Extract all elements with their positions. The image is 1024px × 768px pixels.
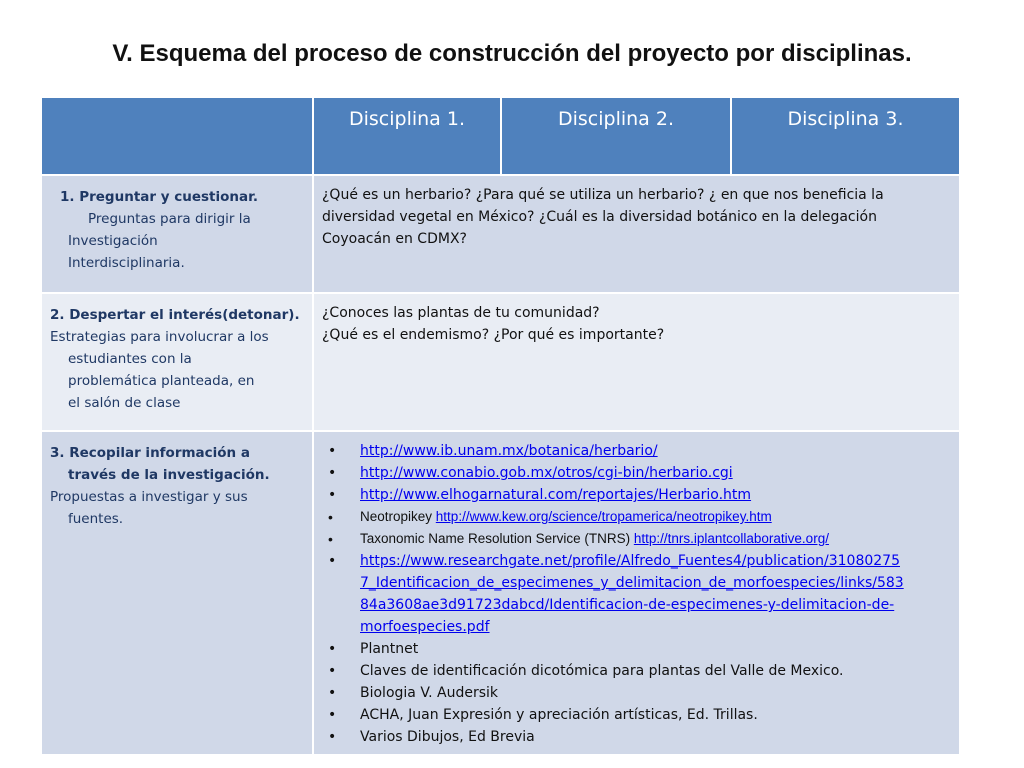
resource-text: Plantnet (360, 641, 419, 657)
row-description-line: el salón de clase (68, 395, 181, 411)
list-item (322, 660, 951, 682)
resource-text: Varios Dibujos, Ed Brevia (360, 729, 535, 745)
content-line: ¿Qué es un herbario? ¿Para qué se utiliza un herbario? ¿ en que nos beneficia la (322, 187, 884, 203)
header-empty-cell (41, 97, 313, 175)
table-row (41, 175, 960, 293)
resource-link[interactable]: http://www.elhogarnatural.com/reportajes/Herbario.htm (360, 487, 752, 503)
list-item (322, 726, 951, 748)
row-label-cell (41, 293, 313, 431)
header-disciplina-2: Disciplina 2. (501, 97, 731, 175)
list-item (322, 440, 951, 462)
content-line: ¿Conoces las plantas de tu comunidad? (322, 305, 600, 321)
row-content-cell (313, 293, 960, 431)
list-item (322, 484, 951, 506)
list-item (322, 528, 951, 550)
list-item (322, 682, 951, 704)
row-description-line: estudiantes con la (68, 351, 192, 367)
resource-link[interactable]: https://www.researchgate.net/profile/Alfredo_Fuentes4/publication/31080275 (360, 553, 900, 569)
resource-link[interactable]: http://www.conabio.gob.mx/otros/cgi-bin/herbario.cgi (360, 465, 733, 481)
resource-text: Neotropikey (360, 509, 436, 524)
page-title: V. Esquema del proceso de construcción del proyecto por disciplinas. (112, 40, 912, 67)
row-heading: 1. Preguntar y cuestionar. (60, 189, 258, 205)
header-disciplina-1: Disciplina 1. (313, 97, 501, 175)
resource-link[interactable]: http://www.kew.org/science/tropamerica/neotropikey.htm (435, 509, 772, 524)
resource-text: Biologia V. Audersik (360, 685, 498, 701)
row-heading: través de la investigación. (68, 467, 270, 483)
row-heading: 3. Recopilar información a (50, 445, 250, 461)
resource-text: Claves de identificación dicotómica para plantas del Valle de Mexico. (360, 663, 844, 679)
resource-link[interactable]: http://www.ib.unam.mx/botanica/herbario/ (360, 443, 658, 459)
table-header-row (41, 97, 960, 175)
row-description-line: Estrategias para involucrar a los (50, 329, 269, 345)
list-item (322, 704, 951, 726)
header-disciplina-3: Disciplina 3. (731, 97, 960, 175)
table-row (41, 431, 960, 755)
row-content-cell (313, 431, 960, 755)
list-item (322, 506, 951, 528)
row-content-cell (313, 175, 960, 293)
row-description-line: problemática planteada, en (68, 373, 255, 389)
list-item (322, 462, 951, 484)
list-item (322, 638, 951, 660)
content-line: ¿Qué es el endemismo? ¿Por qué es importante? (322, 327, 665, 343)
discipline-table (40, 96, 961, 756)
table-row (41, 293, 960, 431)
content-line: Coyoacán en CDMX? (322, 231, 467, 247)
row-description-line: Investigación (68, 233, 158, 249)
row-description-line: Propuestas a investigar y sus (50, 489, 248, 505)
row-label-cell (41, 175, 313, 293)
row-description-line: fuentes. (68, 511, 124, 527)
resource-link[interactable]: morfoespecies.pdf (360, 619, 490, 635)
row-heading: 2. Despertar el interés(detonar). (50, 307, 300, 323)
resource-list (322, 440, 951, 748)
resource-link[interactable]: 7_Identificacion_de_especimenes_y_delimitacion_de_morfoespecies/links/583 (360, 575, 904, 591)
resource-link[interactable]: http://tnrs.iplantcollaborative.org/ (633, 531, 829, 546)
resource-text: Taxonomic Name Resolution Service (TNRS) (360, 531, 634, 546)
row-description-line: Preguntas para dirigir la (88, 211, 251, 227)
row-description-line: Interdisciplinaria. (68, 255, 185, 271)
resource-link[interactable]: 84a3608ae3d91723dabcd/Identificacion-de-especimenes-y-delimitacion-de- (360, 597, 895, 613)
list-item (322, 550, 951, 638)
content-line: diversidad vegetal en México? ¿Cuál es la diversidad botánico en la delegación (322, 209, 877, 225)
resource-text: ACHA, Juan Expresión y apreciación artísticas, Ed. Trillas. (360, 707, 758, 723)
row-label-cell (41, 431, 313, 755)
